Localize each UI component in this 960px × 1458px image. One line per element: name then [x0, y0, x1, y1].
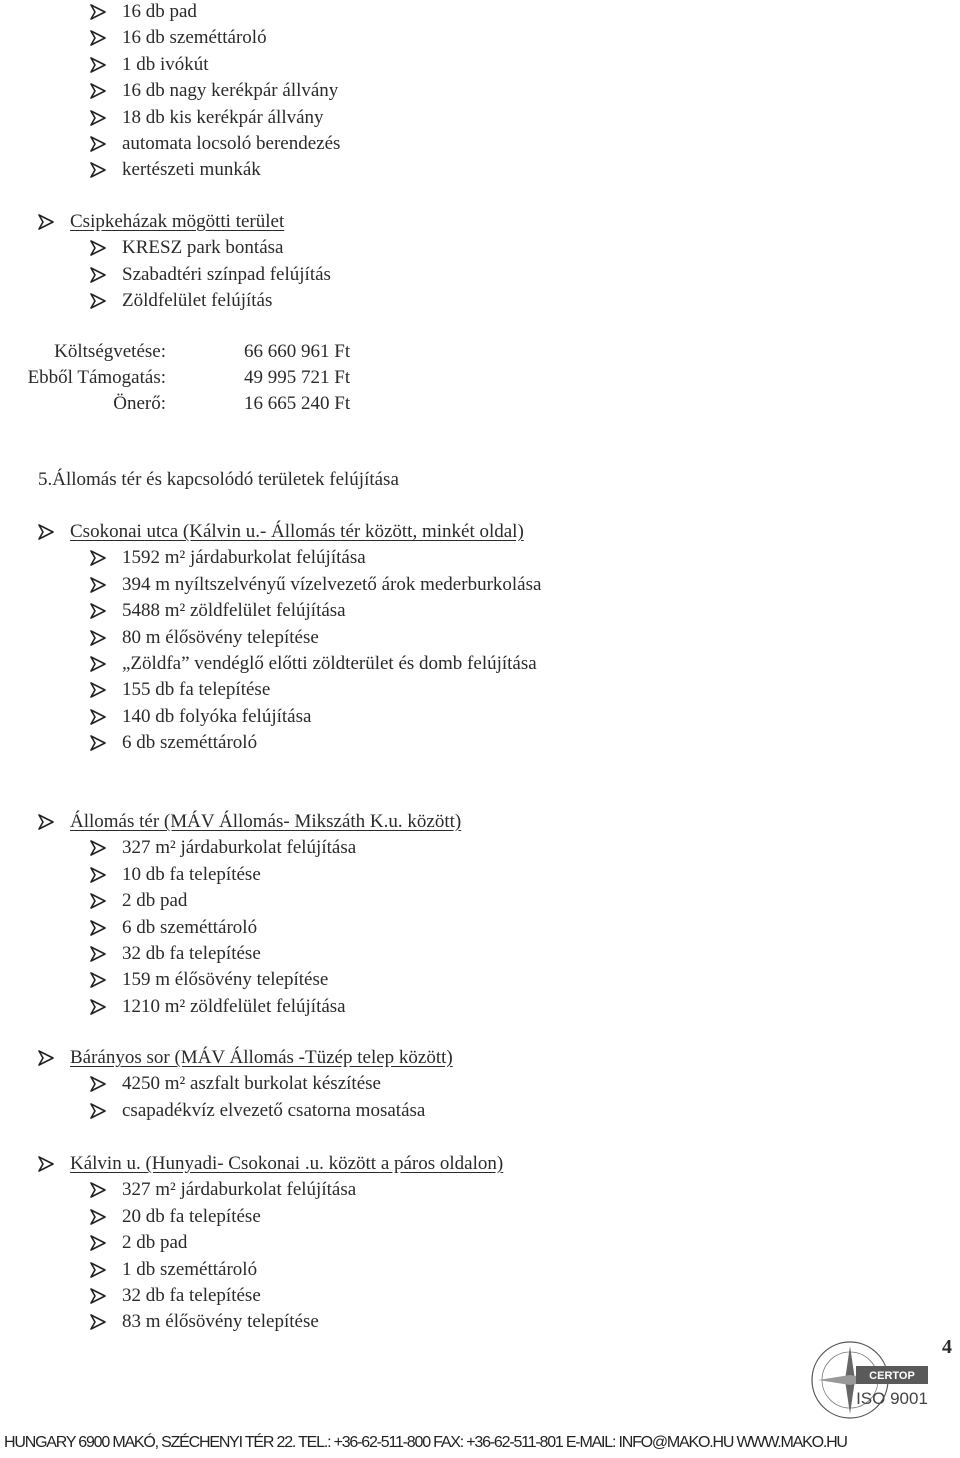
arrow-bullet-icon: [90, 893, 108, 909]
list-item: 1592 m² járdaburkolat felújítása: [122, 547, 366, 569]
group-heading: Csipkeházak mögötti terület: [70, 211, 285, 232]
arrow-bullet-icon: [90, 630, 108, 646]
arrow-bullet-icon: [90, 1235, 108, 1251]
list-item: KRESZ park bontása: [122, 237, 284, 259]
arrow-bullet-icon: [38, 524, 56, 540]
budget-label: Ebből Támogatás:: [27, 367, 166, 388]
arrow-bullet-icon: [90, 293, 108, 309]
list-item: csapadékvíz elvezető csatorna mosatása: [122, 1099, 426, 1121]
list-item: 80 m élősövény telepítése: [122, 626, 319, 648]
arrow-bullet-icon: [90, 999, 108, 1015]
list-item: 1 db ivókút: [122, 53, 209, 75]
list-item: 83 m élősövény telepítése: [122, 1311, 319, 1333]
list-item: 4250 m² aszfalt burkolat készítése: [122, 1073, 381, 1095]
arrow-bullet-icon: [90, 1314, 108, 1330]
arrow-bullet-icon: [38, 214, 56, 230]
list-item: 16 db szeméttároló: [122, 27, 267, 49]
list-item: 6 db szeméttároló: [122, 916, 258, 938]
arrow-bullet-icon: [90, 1262, 108, 1278]
arrow-bullet-icon: [90, 946, 108, 962]
list-item: kertészeti munkák: [122, 159, 261, 181]
list-item: 327 m² járdaburkolat felújítása: [122, 837, 357, 859]
arrow-bullet-icon: [90, 709, 108, 725]
list-item: Szabadtéri színpad felújítás: [122, 263, 331, 285]
group-heading: Állomás tér (MÁV Állomás- Mikszáth K.u. között): [70, 811, 462, 832]
section-title: 5.Állomás tér és kapcsolódó területek felújítása: [38, 469, 399, 490]
list-item: 1 db szeméttároló: [122, 1258, 258, 1280]
budget-label: Költségvetése:: [54, 341, 166, 362]
arrow-bullet-icon: [90, 136, 108, 152]
list-item: 394 m nyíltszelvényű vízelvezető árok mederburkolása: [122, 573, 542, 595]
list-item: 16 db nagy kerékpár állvány: [122, 80, 339, 102]
list-item: automata locsoló berendezés: [122, 133, 341, 154]
arrow-bullet-icon: [38, 814, 56, 830]
arrow-bullet-icon: [90, 972, 108, 988]
list-item: 16 db pad: [122, 1, 197, 22]
logo-iso-text: ISO 9001: [856, 1389, 928, 1408]
arrow-bullet-icon: [90, 1076, 108, 1092]
list-item: 140 db folyóka felújítása: [122, 705, 312, 727]
arrow-bullet-icon: [90, 1182, 108, 1198]
arrow-bullet-icon: [90, 110, 108, 126]
arrow-bullet-icon: [90, 267, 108, 283]
group-heading: Kálvin u. (Hunyadi- Csokonai .u. között a páros oldalon): [70, 1153, 504, 1174]
list-item: 2 db pad: [122, 1232, 188, 1254]
arrow-bullet-icon: [38, 1050, 56, 1066]
arrow-bullet-icon: [90, 577, 108, 593]
arrow-bullet-icon: [90, 550, 108, 566]
arrow-bullet-icon: [90, 240, 108, 256]
list-item: 20 db fa telepítése: [122, 1205, 261, 1227]
list-item: 327 m² járdaburkolat felújítása: [122, 1179, 357, 1201]
arrow-bullet-icon: [90, 4, 108, 20]
list-item: 159 m élősövény telepítése: [122, 969, 329, 991]
list-item: 6 db szeméttároló: [122, 732, 258, 754]
budget-value: 66 660 961 Ft: [244, 341, 351, 362]
arrow-bullet-icon: [90, 735, 108, 751]
certop-iso-9001-logo: [808, 1338, 936, 1422]
list-item: 18 db kis kerékpár állvány: [122, 106, 324, 128]
arrow-bullet-icon: [90, 656, 108, 672]
budget-value: 16 665 240 Ft: [244, 393, 351, 414]
list-item: 32 db fa telepítése: [122, 943, 261, 964]
arrow-bullet-icon: [90, 83, 108, 99]
arrow-bullet-icon: [90, 1288, 108, 1304]
arrow-bullet-icon: [90, 840, 108, 856]
arrow-bullet-icon: [38, 1156, 56, 1172]
budget-value: 49 995 721 Ft: [244, 367, 351, 388]
logo-certop-text: CERTOP: [869, 1370, 915, 1382]
list-item: 1210 m² zöldfelület felújítása: [122, 995, 346, 1017]
list-item: 10 db fa telepítése: [122, 863, 261, 885]
arrow-bullet-icon: [90, 1103, 108, 1119]
footer-contact: HUNGARY 6900 MAKÓ, SZÉCHENYI TÉR 22. TEL.: +36-62-511-800 FAX: +36-62-511-801 E-MAIL: INFO@MAKO.HU WWW.MAKO.HU: [4, 1434, 847, 1451]
list-item: „Zöldfa” vendéglő előtti zöldterület és domb felújítása: [122, 653, 537, 674]
arrow-bullet-icon: [90, 162, 108, 178]
arrow-bullet-icon: [90, 57, 108, 73]
list-item: 155 db fa telepítése: [122, 679, 271, 701]
arrow-bullet-icon: [90, 1209, 108, 1225]
group-heading: Csokonai utca (Kálvin u.- Állomás tér között, minkét oldal): [70, 521, 524, 542]
arrow-bullet-icon: [90, 603, 108, 619]
budget-label: Önerő:: [113, 393, 166, 414]
arrow-bullet-icon: [90, 682, 108, 698]
list-item: 32 db fa telepítése: [122, 1285, 261, 1306]
list-item: 2 db pad: [122, 890, 188, 912]
list-item: Zöldfelület felújítás: [122, 290, 273, 312]
arrow-bullet-icon: [90, 867, 108, 883]
arrow-bullet-icon: [90, 30, 108, 46]
group-heading: Bárányos sor (MÁV Állomás -Tüzép telep között): [70, 1047, 453, 1068]
page-number: 4: [942, 1336, 952, 1358]
arrow-bullet-icon: [90, 920, 108, 936]
list-item: 5488 m² zöldfelület felújítása: [122, 600, 346, 622]
